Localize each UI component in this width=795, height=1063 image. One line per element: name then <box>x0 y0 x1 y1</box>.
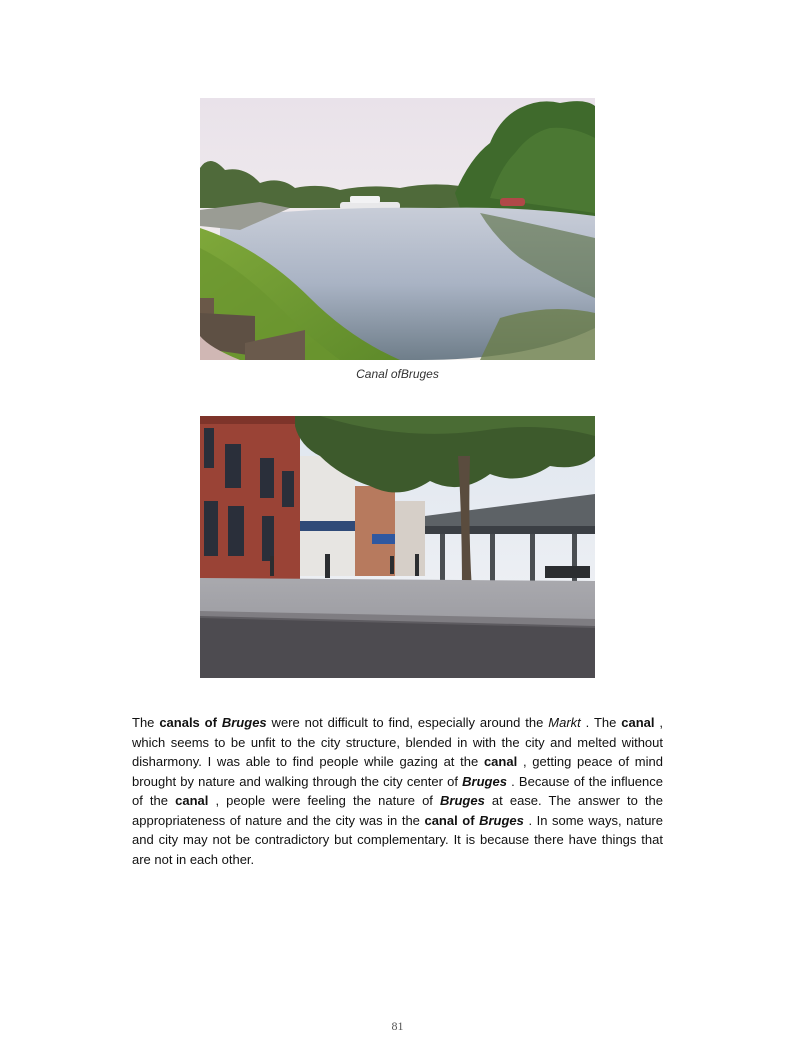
bold-italic-term: Bruges <box>221 715 267 730</box>
text-span: . In some ways, nature and city may not be contradictory but complementary. It is because there have things that are not in each other. <box>132 812 663 867</box>
body-paragraph <box>132 713 663 869</box>
text-span: , which seems to be unfit to the city structure, blended in with the city and melted without disharmony. I was able to find people while gazing at the <box>132 715 664 769</box>
text-span: , people were feeling the nature of <box>208 793 441 808</box>
text-span: The <box>132 715 160 730</box>
bold-term: canal of <box>424 812 480 828</box>
canal-of-bruges-photo <box>200 98 595 360</box>
figure-caption: Canal ofBruges <box>356 367 439 381</box>
text-span: at ease. The answer to the appropriateness of nature and the city was in the <box>132 793 663 828</box>
bold-term: canal <box>621 715 655 730</box>
bold-italic-term: Bruges <box>440 793 485 808</box>
bold-term: canals of <box>159 715 222 730</box>
bold-italic-term: Bruges <box>462 773 507 789</box>
bold-italic-term: Bruges <box>479 812 524 828</box>
text-span: . Because of the influence of the <box>132 773 663 808</box>
text-span: were not difficult to find, especially around the <box>266 715 549 730</box>
bold-term: canal <box>483 754 518 769</box>
bold-term: canal <box>175 793 209 808</box>
bruges-square-photo <box>200 416 595 678</box>
page-number: 81 <box>391 1019 404 1033</box>
text-span: , getting peace of mind brought by nature and walking through the city center of <box>132 754 663 789</box>
text-span: . The <box>580 715 622 730</box>
italic-term: Markt <box>548 715 581 730</box>
